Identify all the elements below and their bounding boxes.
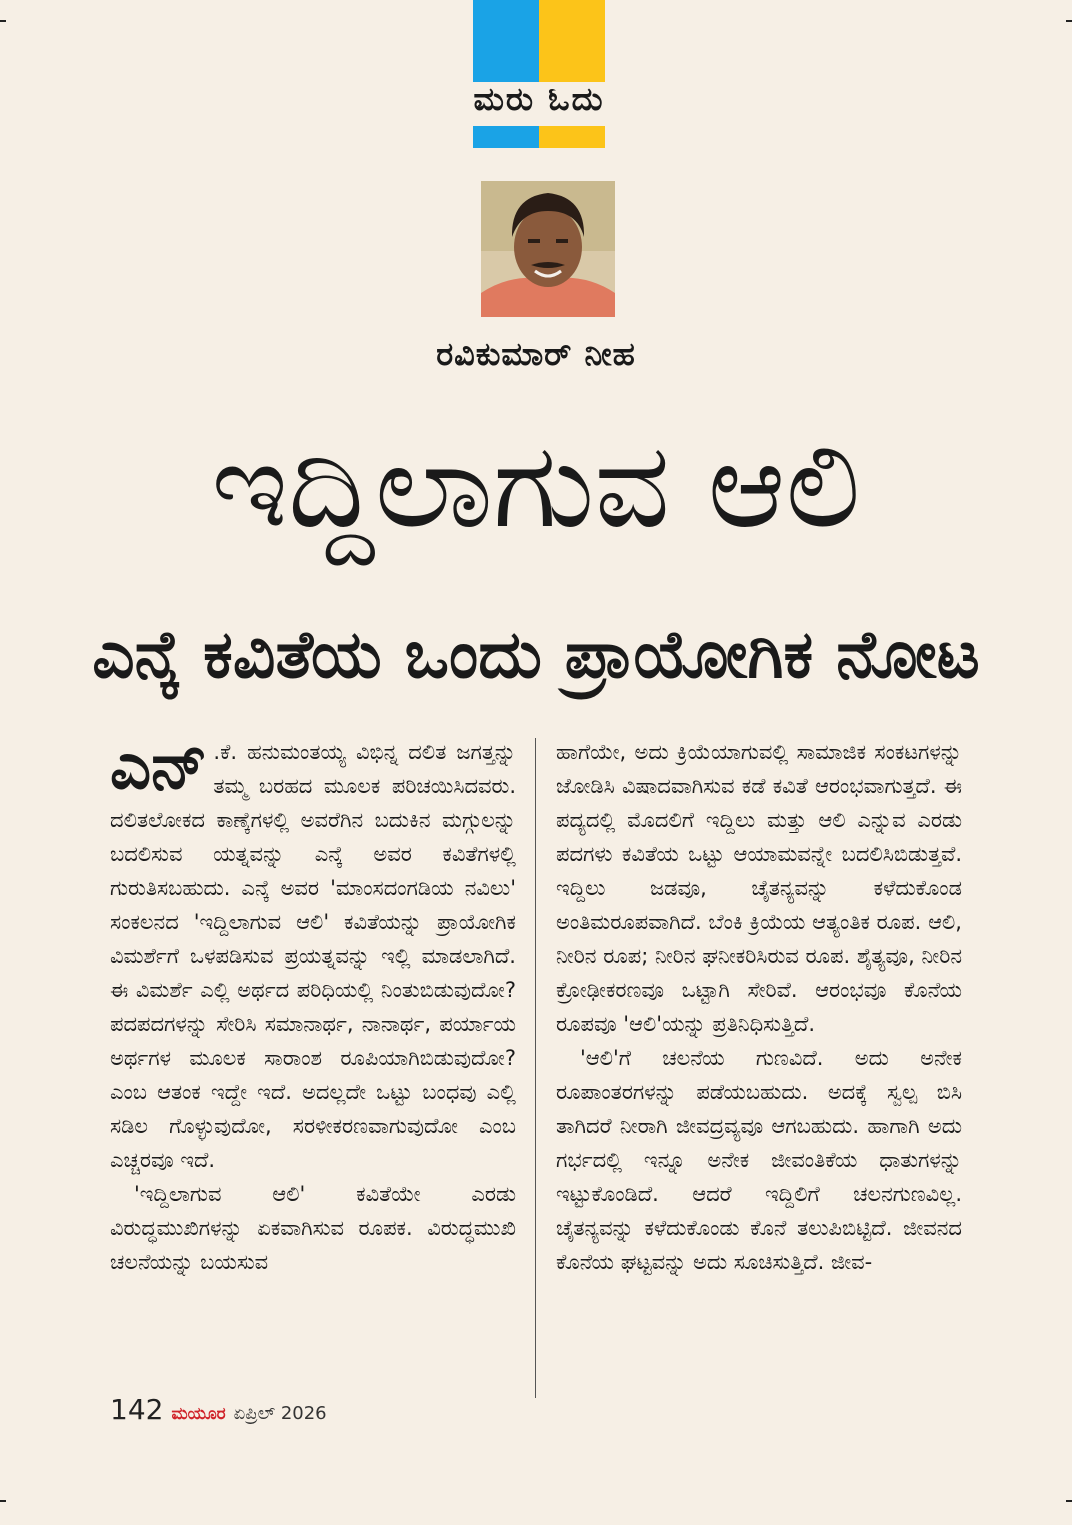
article-subtitle: ಎನ್ಕೆ ಕವಿತೆಯ ಒಂದು ಪ್ರಾಯೋಗಿಕ ನೋಟ <box>92 616 980 693</box>
issue-date: ಏಪ್ರಿಲ್ 2026 <box>233 1403 327 1424</box>
body-column-right <box>556 735 962 1279</box>
author-photo <box>481 181 615 317</box>
paragraph-text: .ಕೆ. ಹನುಮಂತಯ್ಯ ವಿಭಿನ್ನ ದಲಿತ ಜಗತ್ತನ್ನು ತಮ್ಮ ಬರಹದ ಮೂಲಕ ಪರಿಚಯಿಸಿದವರು. ದಲಿತಲೋಕದ ಕಾಣ್ಕೆಗಳಲ್ಲಿ ಅವರೆಗಿನ ಬದುಕಿನ ಮಗ್ಗುಲನ್ನು ಬದಲಿಸುವ ಯತ್ನವನ್ನು ಎನ್ಕೆ ಅವರ ಕವಿತೆಗಳಲ್ಲಿ ಗುರುತಿಸಬಹುದು. ಎನ್ಕೆ ಅವರ 'ಮಾಂಸದಂಗಡಿಯ ನವಿಲು' ಸಂಕಲನದ 'ಇದ್ದಿಲಾಗುವ ಆಲಿ' ಕವಿತೆಯನ್ನು ಪ್ರಾಯೋಗಿಕ ವಿಮರ್ಶೆಗೆ ಒಳಪಡಿಸುವ ಪ್ರಯತ್ನವನ್ನು ಇಲ್ಲಿ ಮಾಡಲಾಗಿದೆ. ಈ ವಿಮರ್ಶೆ ಎಲ್ಲಿ ಅರ್ಥದ ಪರಿಧಿಯಲ್ಲಿ ನಿಂತುಬಿಡುವುದೋ? ಪದಪದಗಳನ್ನು ಸೇರಿಸಿ ಸಮಾನಾರ್ಥ, ನಾನಾರ್ಥ, ಪರ್ಯಾಯ ಅರ್ಥಗಳ ಮೂಲಕ ಸಾರಾಂಶ ರೂಪಿಯಾಗಿಬಿಡುವುದೋ? ಎಂಬ ಆತಂಕ ಇದ್ದೇ ಇದೆ. ಅದಲ್ಲದೇ ಒಟ್ಟು ಬಂಧವು ಎಲ್ಲಿ ಸಡಿಲ ಗೊಳ್ಳುವುದೋ, ಸರಳೀಕರಣವಾಗುವುದೋ ಎಂಬ ಎಚ್ಚರವೂ ಇದೆ. <box>110 740 516 1172</box>
section-label: ಮರು ಓದು <box>473 80 605 118</box>
paragraph: 'ಇದ್ದಿಲಾಗುವ ಆಲಿ' ಕವಿತೆಯೇ ಎರಡು ವಿರುದ್ಧಮುಖಿಗಳನ್ನು ಏಕವಾಗಿಸುವ ರೂಪಕ. ವಿರುದ್ಧಮುಖಿ ಚಲನೆಯನ್ನು ಬಯಸುವ <box>110 1182 516 1274</box>
paragraph <box>110 730 516 1177</box>
section-yellow-underline <box>539 126 605 148</box>
crop-mark <box>0 1500 6 1502</box>
section-blue-bar <box>473 0 539 86</box>
section-yellow-bar <box>539 0 605 86</box>
crop-mark <box>0 20 6 22</box>
paragraph: 'ಆಲಿ'ಗೆ ಚಲನೆಯ ಗುಣವಿದೆ. ಅದು ಅನೇಕ ರೂಪಾಂತರಗಳನ್ನು ಪಡೆಯಬಹುದು. ಅದಕ್ಕೆ ಸ್ವಲ್ಪ ಬಿಸಿ ತಾಗಿದರೆ ನೀರಾಗಿ ಜೀವದ್ರವ್ಯವೂ ಆಗಬಹುದು. ಹಾಗಾಗಿ ಅದು ಗರ್ಭದಲ್ಲಿ ಇನ್ನೂ ಅನೇಕ ಜೀವಂತಿಕೆಯ ಧಾತುಗಳನ್ನು ಇಟ್ಟುಕೊಂಡಿದೆ. ಆದರೆ ಇದ್ದಿಲಿಗೆ ಚಲನಗುಣವಿಲ್ಲ. ಚೈತನ್ಯವನ್ನು ಕಳೆದುಕೊಂಡು ಕೊನೆ ತಲುಪಿಬಿಟ್ಟಿದೆ. ಜೀವನದ ಕೊನೆಯ ಘಟ್ಟವನ್ನು ಅದು ಸೂಚಿಸುತ್ತಿದೆ. ಜೀವ- <box>556 1046 962 1274</box>
crop-mark <box>1066 20 1072 22</box>
section-blue-underline <box>473 126 539 148</box>
paragraph: ಹಾಗೆಯೇ, ಅದು ಕ್ರಿಯೆಯಾಗುವಲ್ಲಿ ಸಾಮಾಜಿಕ ಸಂಕಟಗಳನ್ನು ಜೋಡಿಸಿ ವಿಷಾದವಾಗಿಸುವ ಕಡೆ ಕವಿತೆ ಆರಂಭವಾಗುತ್ತದೆ. ಈ ಪದ್ಯದಲ್ಲಿ ಮೊದಲಿಗೆ ಇದ್ದಿಲು ಮತ್ತು ಆಲಿ ಎನ್ನುವ ಎರಡು ಪದಗಳು ಕವಿತೆಯ ಒಟ್ಟು ಆಯಾಮವನ್ನೇ ಬದಲಿಸಿಬಿಡುತ್ತವೆ. ಇದ್ದಿಲು ಜಡವೂ, ಚೈತನ್ಯವನ್ನು ಕಳೆದುಕೊಂಡ ಅಂತಿಮರೂಪವಾಗಿದೆ. ಬೆಂಕಿ ಕ್ರಿಯೆಯ ಆತ್ಯಂತಿಕ ರೂಪ. ಆಲಿ, ನೀರಿನ ರೂಪ; ನೀರಿನ ಘನೀಕರಿಸಿರುವ ರೂಪ. ಶೈತ್ಯವೂ, ನೀರಿನ ಕ್ರೋಢೀಕರಣವೂ ಒಟ್ಟಾಗಿ ಸೇರಿವೆ. ಆರಂಭವೂ ಕೊನೆಯ ರೂಪವೂ 'ಆಲಿ'ಯನ್ನು ಪ್ರತಿನಿಧಿಸುತ್ತಿದೆ. <box>556 740 962 1036</box>
section-header <box>473 0 605 150</box>
drop-cap: ಎನ್ <box>110 730 208 804</box>
body-column-left <box>110 730 516 1279</box>
magazine-logo: ಮಯೂರ <box>171 1404 226 1424</box>
page-footer <box>110 1393 327 1427</box>
column-divider <box>535 738 536 1398</box>
page-number: 142 <box>110 1393 164 1426</box>
crop-mark <box>1066 1500 1072 1502</box>
article-title: ಇದ್ದಿಲಾಗುವ ಆಲಿ <box>211 416 861 554</box>
author-name: ರವಿಕುಮಾರ್ ನೀಹ <box>436 335 636 373</box>
